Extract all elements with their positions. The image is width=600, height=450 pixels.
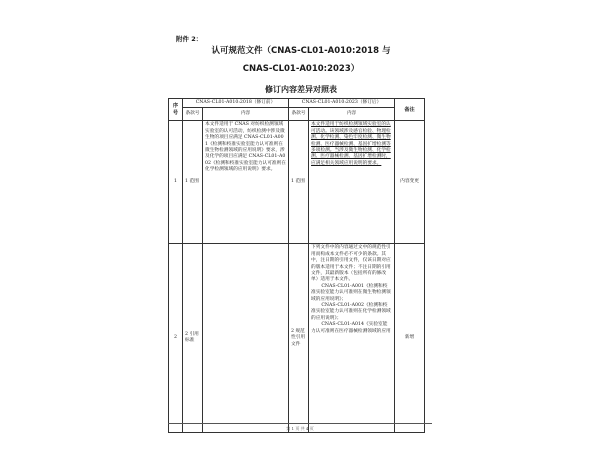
row-new-content [309,244,395,433]
header-old-version: CNAS-CL01-A010:2018（修订前） [183,99,289,108]
table-row [169,121,425,244]
row-new-clause: 2 规范性引用文件 [289,244,309,433]
row-old-content [203,244,289,433]
header-seq: 序号 [169,99,183,121]
new-content-para-4: CNAS-CL01-A014《实验室能力认可准则在医疗器械检测领域的应用 [311,322,391,334]
row-seq: 1 [169,121,183,244]
new-content-para-2: CNAS-CL01-A001《检测和校准实验室能力认可准则在微生物检测领域的应用说明》； [311,283,391,302]
row-new-content: 本文件适用于纺织检测领域实验室的认可活动。该领域涉及感官检验、物理检测、化学检测、染色牢度检测、微生物检测、医疗器械检测、基因扩增检测等多项检测。当涉及微生物检测、化学检测、医疗器械检测、基因扩增检测时，应满足相关领域应用说明的要求。 [309,121,395,244]
new-content-para-3: CNAS-CL01-A002《检测和校准实验室能力认可准则在化学检测领域的应用说明》； [311,303,391,321]
row-new-clause: 1 范围 [289,121,309,244]
subheader-old-clause: 条款号 [183,108,203,121]
footer-divider [168,423,432,424]
header-note: 备注 [395,99,425,121]
new-content-para-1: 下列文件中的内容通过文中的规范性引用而构成本文件必不可少的条款。其中，注日期的引用文件，仅该日期对应的版本适用于本文件；不注日期的引用文件，其最新版本（包括所有的修改单）适用于本文件。 [311,245,391,283]
row-old-clause: 1 范围 [183,121,203,244]
table-row [169,244,425,433]
subheader-old-content: 内容 [203,108,289,121]
subheader-new-clause: 条款号 [289,108,309,121]
attachment-label: 附件 2： [176,35,203,43]
document-subtitle: 修订内容差异对照表 [265,85,337,94]
row-old-clause: 2 引用标准 [183,244,203,433]
table-header-row [169,99,425,108]
comparison-table [168,98,425,433]
header-new-version: CNAS-CL01-A010:2023（修订后） [289,99,395,108]
document-title-line2: CNAS-CL01-A010:2023） [242,64,360,74]
row-seq: 2 [169,244,183,433]
page-number: 第 1 页 共 4 页 [286,426,314,431]
document-title-line1: 认可规范文件（CNAS-CL01-A010:2018 与 [211,46,391,56]
subheader-new-content: 内容 [309,108,395,121]
row-old-content: 本文件适用于 CNAS 对纺织检测领域实验室的认可活动，纺织检测中涉及微生物的项目应满足 CNAS-CL01-A001《检测和校准实验室能力认可准则在微生物检测领域的应用说明》要求，涉及化学的项目应满足 CNAS-CL01-A002《检测和校准实验室能力认可准则在化学检测领域的应用说明》要求。 [203,121,289,244]
row-note: 新增 [395,244,425,433]
row-note: 内容变更 [395,121,425,244]
table-subheader-row [169,108,425,121]
